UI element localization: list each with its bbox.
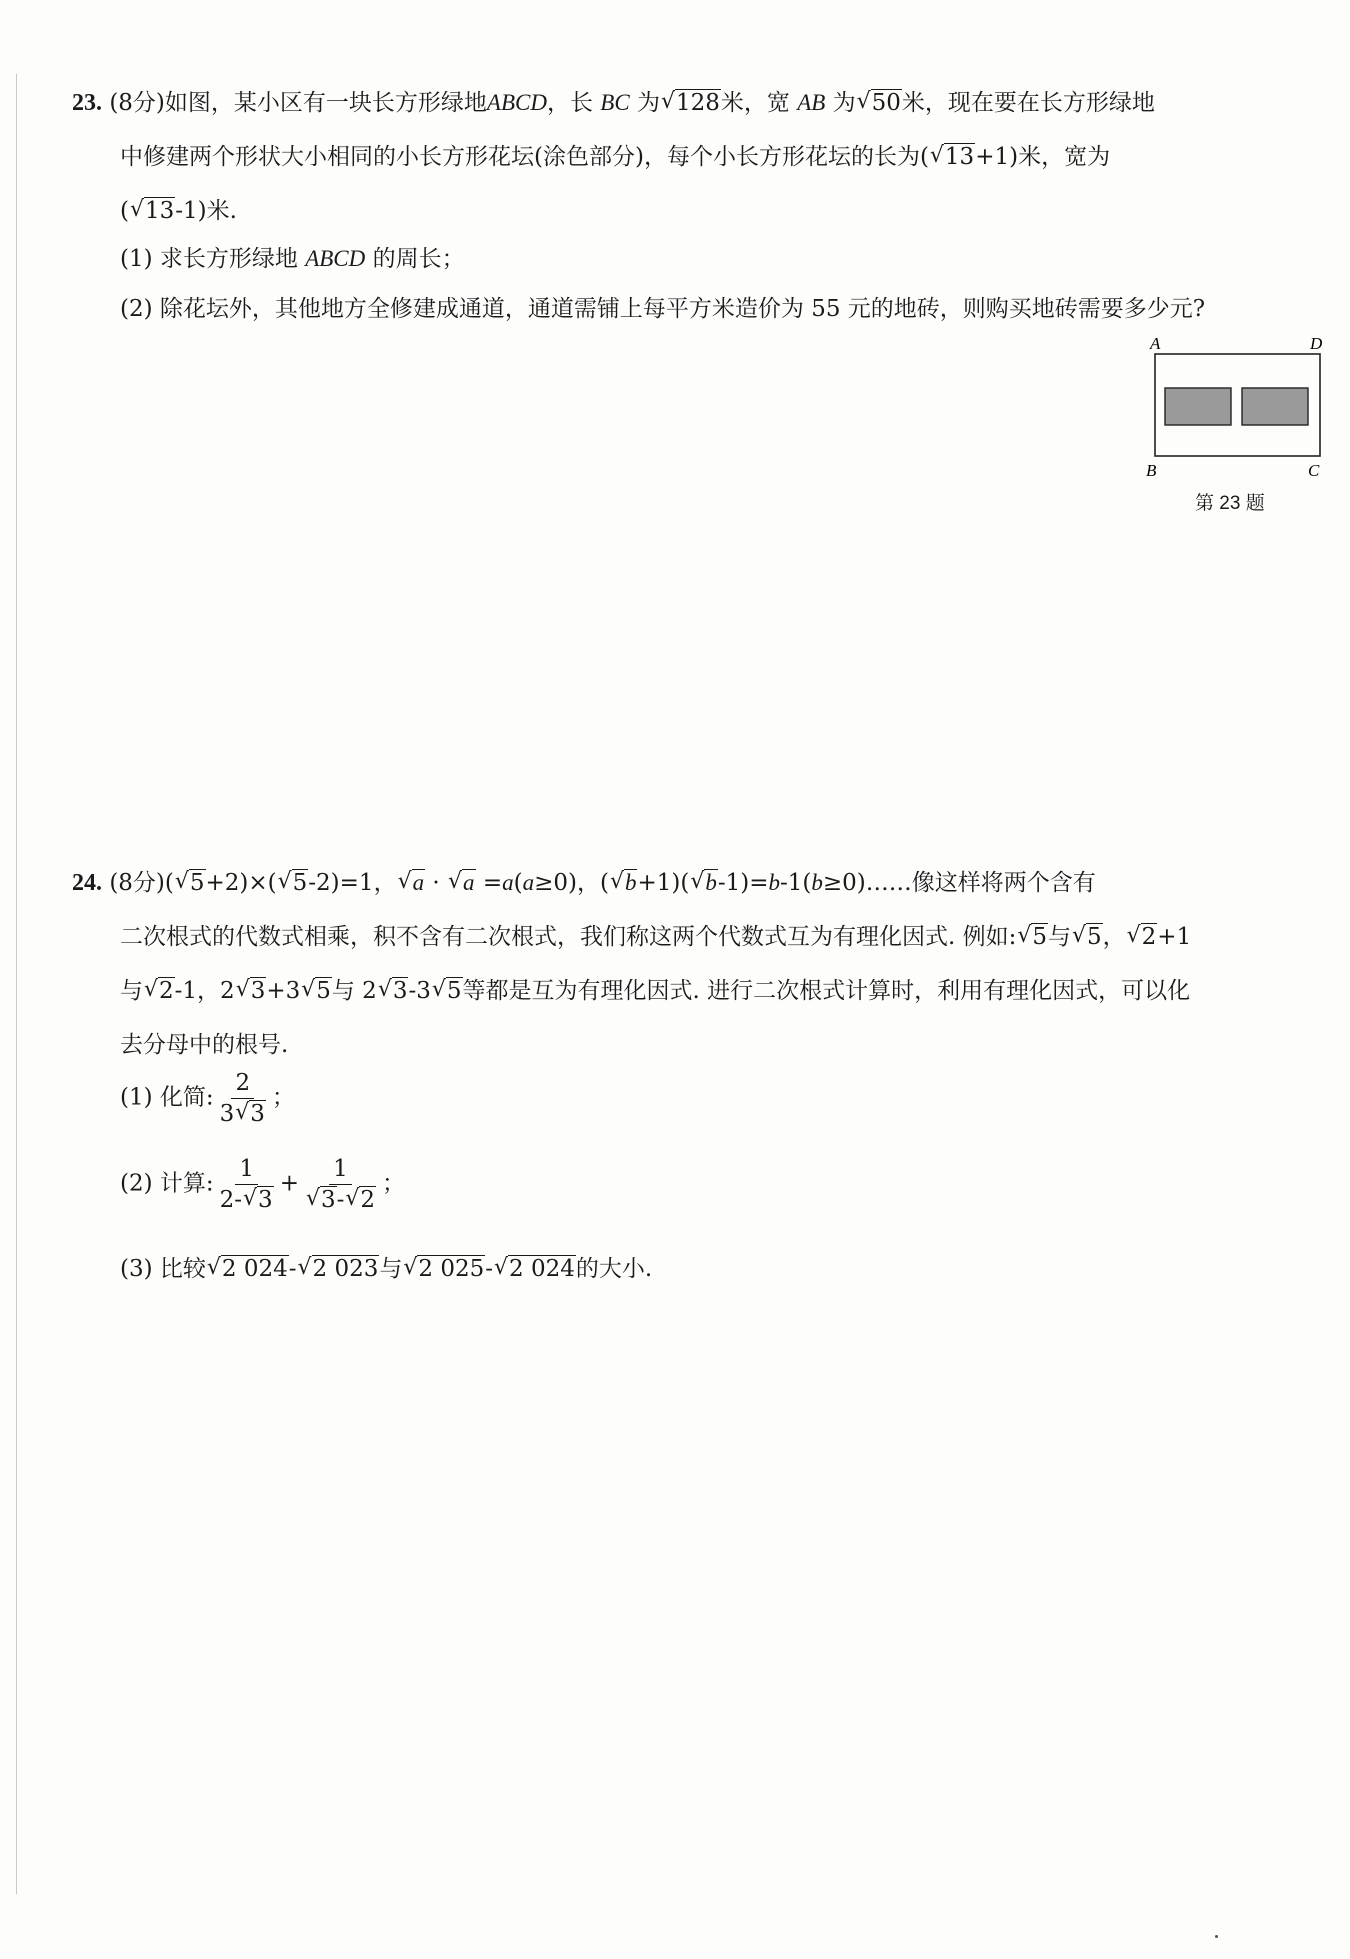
q24-line-4: 去分母中的根号.: [120, 1032, 289, 1058]
sqrt-13: √ 13: [930, 144, 975, 170]
flower-bed-1: [1165, 388, 1231, 425]
q23-text: 米，宽: [720, 90, 790, 116]
label-a: A: [1150, 334, 1161, 353]
sqrt-13: √ 13: [130, 198, 175, 224]
sqrt-5: √ 5: [175, 870, 206, 896]
label-d: D: [1310, 334, 1323, 353]
q23-number: 23.: [72, 90, 102, 116]
q23-line-3: [120, 192, 237, 225]
q23-text: 米，现在要在长方形绿地: [901, 90, 1155, 116]
fraction-2-over-3sqrt3: $\frac{2}{3√ 3}$: [216, 1070, 270, 1127]
q24-part-2: (2) 计算: $\frac{1}{2-√ 3}$ + 1 √ 3-√ 2 ；: [120, 1156, 405, 1213]
q24-line-2: 二次根式的代数式相乘，积不含有二次根式，我们称这两个代数式互为有理化因式. 例如:√ 5与√ 5，√ 2+1: [120, 918, 1191, 951]
sqrt-128: √ 128: [661, 90, 721, 116]
sqrt-5: √ 5: [301, 978, 332, 1004]
q23-text: 中修建两个形状大小相同的小长方形花坛(涂色部分)，每个小长方形花坛的长为(: [120, 144, 929, 170]
figure-caption: 第 23 题: [1195, 493, 1265, 514]
q23-line-2: [120, 138, 1110, 171]
q23-text: -1)米.: [175, 198, 237, 224]
q23-text: 为: [832, 90, 856, 116]
sqrt-3: √ 3: [236, 978, 267, 1004]
q23-abcd: ABCD: [486, 90, 547, 115]
label-b: B: [1146, 461, 1157, 480]
sqrt-2: √ 2: [1127, 924, 1158, 950]
sqrt-50: √ 50: [857, 90, 902, 116]
q23-text: (: [120, 198, 129, 224]
page-margin-line: [16, 74, 17, 1894]
q24-line-1: 24. (8分)(√ 5+2)×(√ 5-2)=1，√ a · √ a =a(a≥0)，(√ b+1)(√ b-1)=b-1(b≥0)……像这样将两个含有: [72, 864, 1096, 897]
q24-number: 24.: [72, 870, 102, 896]
label-c: C: [1308, 461, 1320, 480]
fraction-1-over-sqrt3-minus-sqrt2: 1 √ 3-√ 2: [301, 1156, 380, 1213]
q23-text: +1)米，宽为: [975, 144, 1111, 170]
sqrt-5: √ 5: [1072, 924, 1103, 950]
sqrt-2024: √ 2 024: [494, 1256, 576, 1282]
sqrt-b: √ b: [610, 870, 638, 896]
sqrt-2: √ 2: [144, 978, 175, 1004]
q23-line-1: [72, 84, 1155, 117]
page-dot: [1215, 1935, 1218, 1938]
sqrt-5: √ 5: [278, 870, 309, 896]
sqrt-2025: √ 2 025: [403, 1256, 485, 1282]
sqrt-2023: √ 2 023: [298, 1256, 380, 1282]
fraction-1-over-2-minus-sqrt3: $\frac{1}{2-√ 3}$: [216, 1156, 278, 1213]
q23-text: 为: [636, 90, 660, 116]
q24-line-3: 与√ 2-1，2√ 3+3√ 5与 2√ 3-3√ 5等都是互为有理化因式. 进行二次根式计算时，利用有理化因式，可以化: [120, 972, 1190, 1005]
q23-part-2: (2) 除花坛外，其他地方全修建成通道，通道需铺上每平方米造价为 55 元的地砖，则购买地砖需要多少元?: [120, 296, 1206, 322]
sqrt-2024: √ 2 024: [207, 1256, 289, 1282]
q24-part-3: (3) 比较√ 2 024-√ 2 023与√ 2 025-√ 2 024的大小.: [120, 1250, 652, 1283]
sqrt-5: √ 5: [1017, 924, 1048, 950]
flower-bed-2: [1242, 388, 1308, 425]
sqrt-a: √ a: [398, 870, 426, 896]
q23-text: ，长: [546, 90, 593, 116]
sqrt-3: √ 3: [378, 978, 409, 1004]
q23-bc: BC: [600, 90, 630, 115]
q23-part-1: (1) 求长方形绿地 ABCD 的周长；: [120, 246, 465, 272]
sqrt-a: √ a: [448, 870, 476, 896]
sqrt-5: √ 5: [432, 978, 463, 1004]
q23-text: (8分)如图，某小区有一块长方形绿地: [109, 90, 487, 116]
sqrt-b: √ b: [690, 870, 718, 896]
q24-part-1: (1) 化简: $\frac{2}{3√ 3}$ ；: [120, 1070, 295, 1127]
q23-ab: AB: [797, 90, 826, 115]
